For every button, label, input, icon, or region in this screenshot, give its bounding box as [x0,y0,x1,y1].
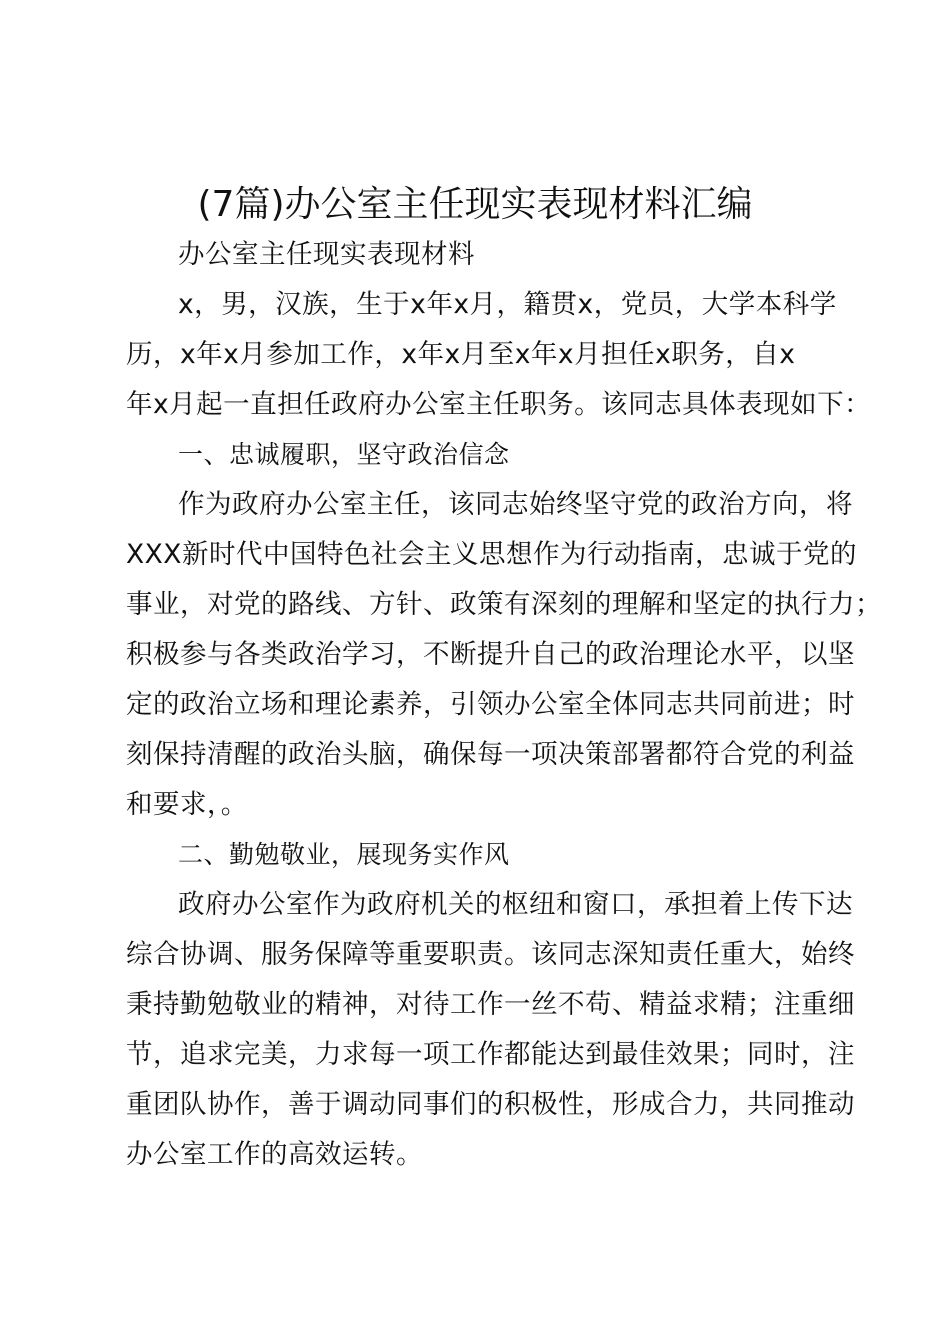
intro-line: 年x月起一直担任政府办公室主任职务。该同志具体表现如下： [126,389,872,420]
section1-line: 积极参与各类政治学习，不断提升自己的政治理论水平，以坚 [126,639,855,670]
section1-line: XXX新时代中国特色社会主义思想作为行动指南，忠诚于党的 [126,539,857,570]
intro-line: 历，x年x月参加工作，x年x月至x年x月担任x职务，自x [126,339,796,370]
section1-line: 事业，对党的路线、方针、政策有深刻的理解和坚定的执行力； [126,589,882,620]
section2-line: 节，追求完美，力求每一项工作都能达到最佳效果；同时，注 [126,1039,855,1070]
section1-line: 和要求，。 [126,789,248,820]
section2-line: 秉持勤勉敬业的精神，对待工作一丝不苟、精益求精；注重细 [126,989,855,1020]
section1-line: 定的政治立场和理论素养，引领办公室全体同志共同前进；时 [126,689,855,720]
section-heading-1: 一、忠诚履职，坚守政治信念 [178,440,510,469]
document-subtitle: 办公室主任现实表现材料 [178,239,475,270]
document-title: (7篇)办公室主任现实表现材料汇编 [197,184,753,225]
section1-line: 作为政府办公室主任，该同志始终坚守党的政治方向，将 [178,489,853,520]
intro-line: x，男，汉族，生于x年x月，籍贯x，党员，大学本科学 [178,289,837,320]
section2-line: 重团队协作，善于调动同事们的积极性，形成合力，共同推动 [126,1089,855,1120]
section1-line: 刻保持清醒的政治头脑，确保每一项决策部署都符合党的利益 [126,739,855,770]
section2-line: 办公室工作的高效运转。 [126,1139,423,1170]
section-heading-2: 二、勤勉敬业，展现务实作风 [178,840,510,869]
section2-line: 综合协调、服务保障等重要职责。该同志深知责任重大，始终 [126,939,855,970]
section2-line: 政府办公室作为政府机关的枢纽和窗口，承担着上传下达 [178,889,853,920]
